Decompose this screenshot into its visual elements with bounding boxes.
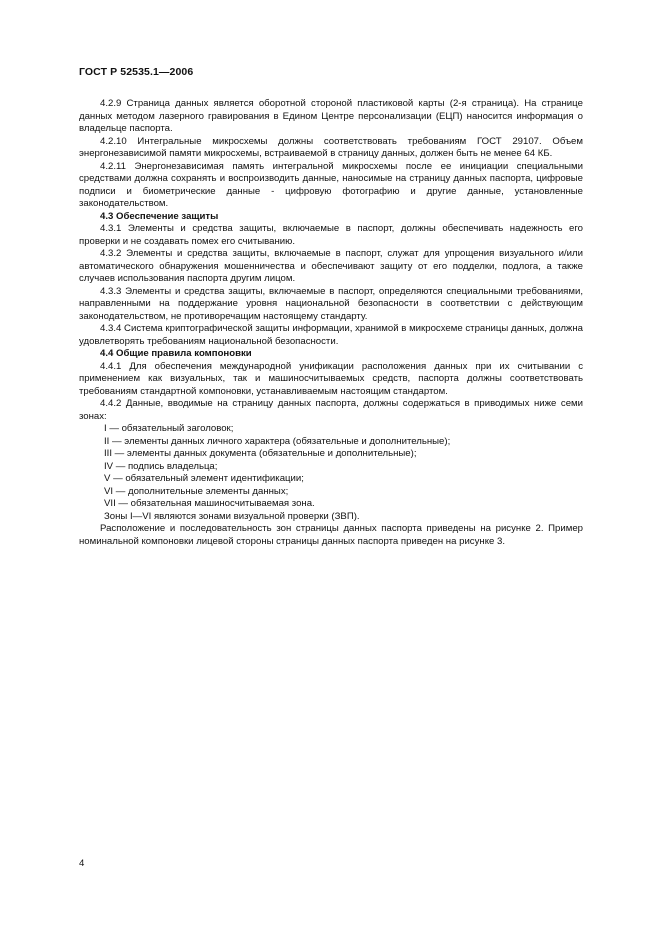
section-heading-4-4: 4.4 Общие правила компоновки	[100, 348, 252, 359]
paragraph-4-2-10: 4.2.10 Интегральные микросхемы должны соответствовать требованиям ГОСТ 29107. Объем энергонезависимой памяти микросхемы, встраиваемой в страницу данных, должен быть не менее 64 КБ.	[79, 135, 583, 159]
zone-item: IV — подпись владельца;	[104, 460, 218, 472]
document-header: ГОСТ Р 52535.1—2006	[79, 66, 194, 78]
zone-item: VII — обязательная машиносчитываемая зона.	[104, 498, 315, 509]
section-heading-4-3: 4.3 Обеспечение защиты	[100, 210, 219, 222]
paragraph-4-3-4: 4.3.4 Система криптографической защиты информации, хранимой в микросхеме страницы данных, должна удовлетворять требованиям национальной безопасности.	[79, 323, 583, 347]
zone-item: V — обязательный элемент идентификации;	[104, 473, 304, 484]
paragraph-4-3-2: 4.3.2 Элементы и средства защиты, включаемые в паспорт, служат для упрощения визуального и/или автоматического обнаружения мошенничества и обеспечивают защиту от его подделки, подлога, а также случаев использования паспорта другим лицом.	[79, 248, 583, 284]
zones-note: Зоны I—VI являются зонами визуальной проверки (ЗВП).	[104, 510, 360, 522]
zone-item: I — обязательный заголовок;	[104, 423, 234, 434]
zone-item: VI — дополнительные элементы данных;	[104, 485, 289, 497]
paragraph-4-4-1: 4.4.1 Для обеспечения международной унификации расположения данных при их считывании с применением как визуальных, так и машиносчитываемых средств, паспорта должны соответствовать требованиям стандартной компоновки, устанавливаемым настоящим стандартом.	[79, 360, 583, 397]
paragraph-4-2-9: 4.2.9 Страница данных является оборотной стороной пластиковой карты (2-я страница). На страницe данных методом лазерного гравирования в Едином Центре персонализации (ЕЦП) наносится информация о владельце паспорта.	[79, 98, 583, 134]
zone-item: III — элементы данных документа (обязательные и дополнительные);	[104, 448, 417, 459]
paragraph-4-3-1: 4.3.1 Элементы и средства защиты, включаемые в паспорт, должны обеспечивать надежность его проверки и не создавать помех его считыванию.	[79, 223, 583, 247]
paragraph-final: Расположение и последовательность зон страницы данных паспорта приведены на рисунке 2. Пример номинальной компоновки лицевой стороны страницы данных паспорта приведен на рисунке 3.	[79, 523, 583, 547]
page-number: 4	[79, 858, 85, 869]
document-body	[79, 98, 583, 548]
zone-item: II — элементы данных личного характера (обязательные и дополнительные);	[104, 435, 451, 447]
paragraph-4-3-3: 4.3.3 Элементы и средства защиты, включаемые в паспорт, определяются специальными требованиями, направленными на поддержание уровня национальной безопасности в соответствии с действующим законодательством, не противоречащим настоящему стандарту.	[79, 285, 583, 322]
paragraph-4-2-11: 4.2.11 Энергонезависимая память интегральной микросхемы после ее инициации специальными средствами должна сохранять и воспроизводить данные, наносимые на страницу данных паспорта, цифровые подписи и биометрические данные - цифровую фотографию и другие данные, установленные законодательством.	[79, 160, 583, 209]
paragraph-4-4-2: 4.4.2 Данные, вводимые на страницу данных паспорта, должны содержаться в приводимых ниже семи зонах:	[79, 398, 583, 422]
